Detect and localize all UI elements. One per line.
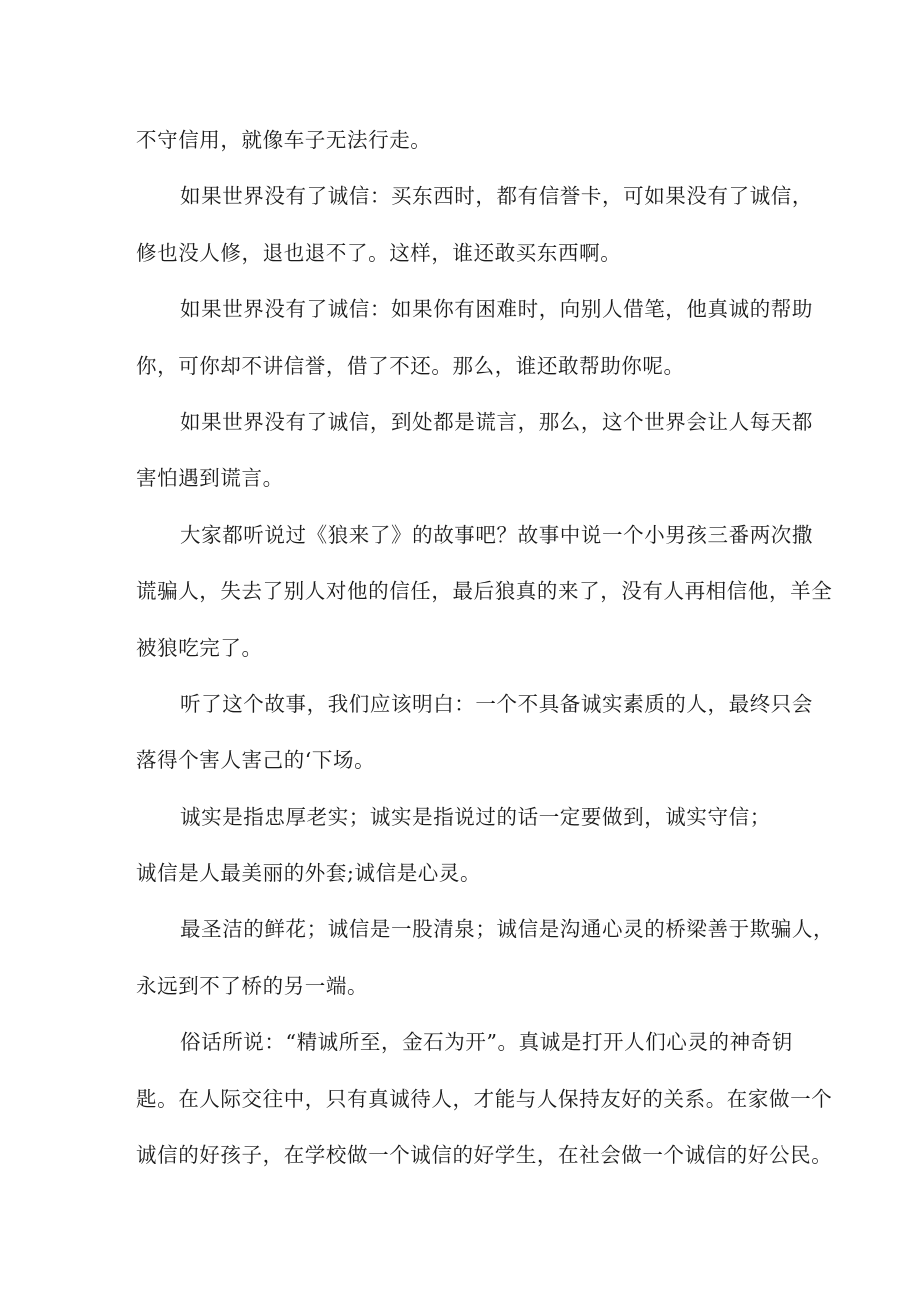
paragraph-first-line: 俗话所说：“精诚所至，金石为开”。真诚是打开人们心灵的神奇钥 (180, 1030, 793, 1055)
text-line: 你，可你却不讲信誉，借了不还。那么，谁还敢帮助你呢。 (136, 353, 685, 378)
text-line: 匙。在人际交往中，只有真诚待人，才能与人保持友好的关系。在家做一个 (136, 1086, 833, 1111)
text-line: 不守信用，就像车子无法行走。 (136, 128, 432, 152)
paragraph-first-line: 最圣洁的鲜花；诚信是一股清泉；诚信是沟通心灵的桥梁善于欺骗人， (180, 917, 835, 942)
paragraph-first-line: 诚实是指忠厚老实；诚实是指说过的话一定要做到，诚实守信； (180, 804, 771, 829)
paragraph-first-line: 如果世界没有了诚信，到处都是谎言，那么，这个世界会让人每天都 (180, 409, 813, 434)
text-line: 诚信是人最美丽的外套;诚信是心灵。 (136, 861, 482, 886)
text-line: 害怕遇到谎言。 (136, 466, 284, 491)
text-line: 修也没人修，退也退不了。这样，谁还敢买东西啊。 (136, 240, 622, 265)
paragraph-first-line: 大家都听说过《狼来了》的故事吧？故事中说一个小男孩三番两次撒 (180, 522, 813, 547)
text-line: 落得个害人害己的‘下场。 (136, 748, 376, 773)
text-line: 永远到不了桥的另一端。 (136, 973, 369, 998)
text-line: 诚信的好孩子，在学校做一个诚信的好学生，在社会做一个诚信的好公民。 (136, 1143, 833, 1168)
text-line: 被狼吃完了。 (136, 635, 263, 660)
text-line: 谎骗人，失去了别人对他的信任，最后狼真的来了，没有人再相信他，羊全 (136, 579, 833, 604)
paragraph-first-line: 如果世界没有了诚信：买东西时，都有信誉卡，可如果没有了诚信， (180, 184, 813, 209)
paragraph-first-line: 听了这个故事，我们应该明白：一个不具备诚实素质的人，最终只会 (180, 691, 813, 716)
paragraph-first-line: 如果世界没有了诚信：如果你有困难时，向别人借笔，他真诚的帮助 (180, 297, 813, 322)
document-body (136, 119, 835, 1190)
